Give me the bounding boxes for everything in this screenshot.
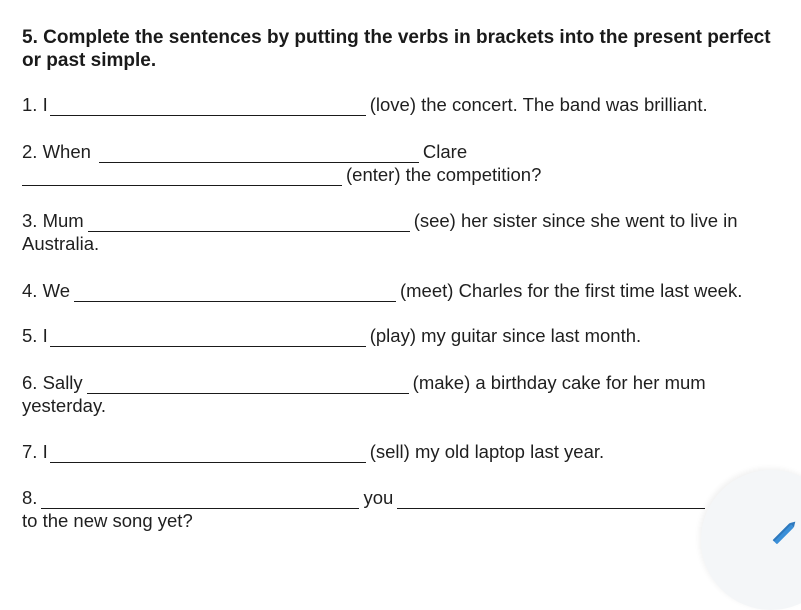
sentence-3-text: (see) her sister since she went to live in: [413, 210, 738, 231]
answer-blank-6[interactable]: [87, 375, 409, 394]
sentence-6: [22, 372, 706, 394]
sentence-3-line-2: [22, 233, 99, 255]
sentence-2: [22, 141, 467, 163]
answer-blank-1[interactable]: [50, 97, 366, 116]
sentence-4-number: 4. We: [22, 280, 70, 301]
sentence-6-text: (make) a birthday cake for her mum: [412, 372, 706, 393]
sentence-8-number: 8.: [22, 487, 38, 508]
sentence-4: [22, 280, 742, 302]
sentence-5-text: (play) my guitar since last month.: [369, 325, 642, 346]
sentence-7-text: (sell) my old laptop last year.: [369, 441, 605, 462]
sentence-2-text: Clare: [422, 141, 468, 162]
sentence-6-continuation: yesterday.: [22, 395, 106, 416]
sentence-4-text: (meet) Charles for the first time last week.: [399, 280, 743, 301]
pencil-icon[interactable]: [767, 516, 801, 550]
sentence-3-number: 3. Mum: [22, 210, 84, 231]
sentence-2-text-2: (enter) the competition?: [346, 164, 542, 185]
sentence-8-line-2: [22, 510, 193, 532]
sentence-3: [22, 210, 738, 232]
answer-blank-8b[interactable]: [397, 490, 705, 509]
answer-blank-2b[interactable]: [22, 167, 342, 186]
sentence-6-line-2: [22, 395, 106, 417]
sentence-7-number: 7. I: [22, 441, 48, 462]
answer-blank-2a[interactable]: [99, 144, 419, 163]
sentence-1-number: 1. I: [22, 94, 48, 115]
sentence-1-text: (love) the concert. The band was brilliant.: [369, 94, 708, 115]
answer-blank-8a[interactable]: [41, 490, 359, 509]
sentence-6-number: 6. Sally: [22, 372, 83, 393]
answer-blank-5[interactable]: [50, 328, 366, 347]
exercise-title: 5. Complete the sentences by putting the verbs in brackets into the present perfect or past simple.: [22, 27, 771, 71]
sentence-5-number: 5. I: [22, 325, 48, 346]
sentence-8-text: you: [363, 487, 394, 508]
sentence-3-continuation: Australia.: [22, 233, 100, 254]
answer-blank-4[interactable]: [74, 283, 396, 302]
sentence-2-number: 2. When: [22, 141, 91, 162]
sentence-5: [22, 325, 641, 347]
sentence-1: [22, 94, 708, 116]
answer-blank-3[interactable]: [88, 213, 410, 232]
sentence-2-line-2: [22, 164, 541, 186]
sentence-8: [22, 487, 709, 509]
sentence-8-continuation: to the new song yet?: [22, 510, 193, 531]
answer-blank-7[interactable]: [50, 444, 366, 463]
sentence-7: [22, 441, 604, 463]
